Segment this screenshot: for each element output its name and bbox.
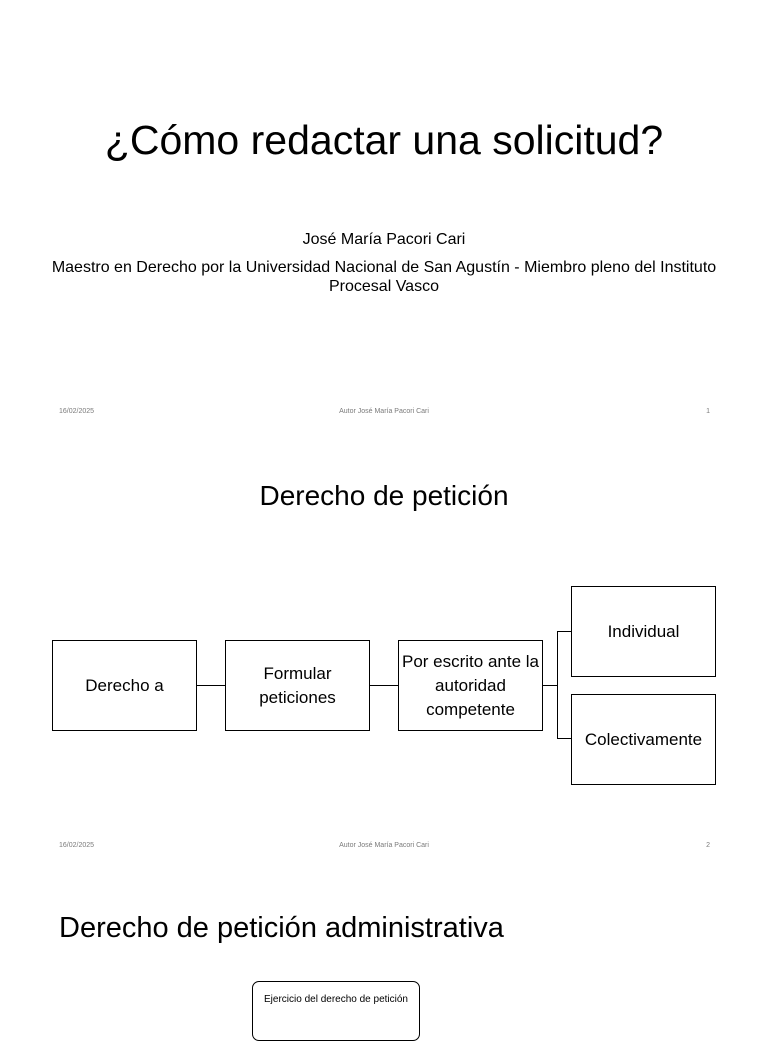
diagram-box-colectivamente (571, 694, 716, 785)
slide3-box-ejercicio-label: Ejercicio del derecho de petición (264, 994, 408, 1005)
slide2-title: Derecho de petición (259, 480, 509, 511)
diagram-box-formular-label: Formular peticiones (259, 663, 336, 707)
bracket-top (557, 631, 571, 632)
slide1-author: José María Pacori Cari (302, 231, 466, 248)
slide3-box-ejercicio (252, 981, 420, 1041)
connector-2 (370, 685, 398, 686)
slide3-title: Derecho de petición administrativa (59, 912, 504, 944)
slide2-footer-page: 2 (706, 842, 710, 849)
diagram-box-individual-label: Individual (607, 621, 680, 641)
connector-3 (543, 685, 557, 686)
diagram-box-derecho-a-label: Derecho a (85, 675, 164, 695)
diagram-box-colectivamente-label: Colectivamente (584, 729, 703, 749)
connector-1 (197, 685, 225, 686)
diagram-box-derecho-a (52, 640, 197, 731)
bracket-vertical (557, 631, 558, 739)
slide1-description: Maestro en Derecho por la Universidad Nacional de San Agustín - Miembro pleno del Instituto Procesal Vasco (51, 259, 717, 295)
slide2-footer-author: Autor José María Pacori Cari (339, 842, 429, 849)
slide2-footer-date: 16/02/2025 (59, 842, 95, 849)
bracket-bottom (557, 738, 571, 739)
slide1-footer-page: 1 (706, 408, 710, 415)
diagram-box-por-escrito-label: Por escrito ante la autoridad competente (401, 651, 539, 719)
slide1-footer-date: 16/02/2025 (59, 408, 95, 415)
slide1-footer-author: Autor José María Pacori Cari (339, 408, 429, 415)
diagram-box-individual (571, 586, 716, 677)
diagram-box-por-escrito (398, 640, 543, 731)
diagram-box-formular (225, 640, 370, 731)
slide1-title: ¿Cómo redactar una solicitud? (104, 117, 664, 163)
